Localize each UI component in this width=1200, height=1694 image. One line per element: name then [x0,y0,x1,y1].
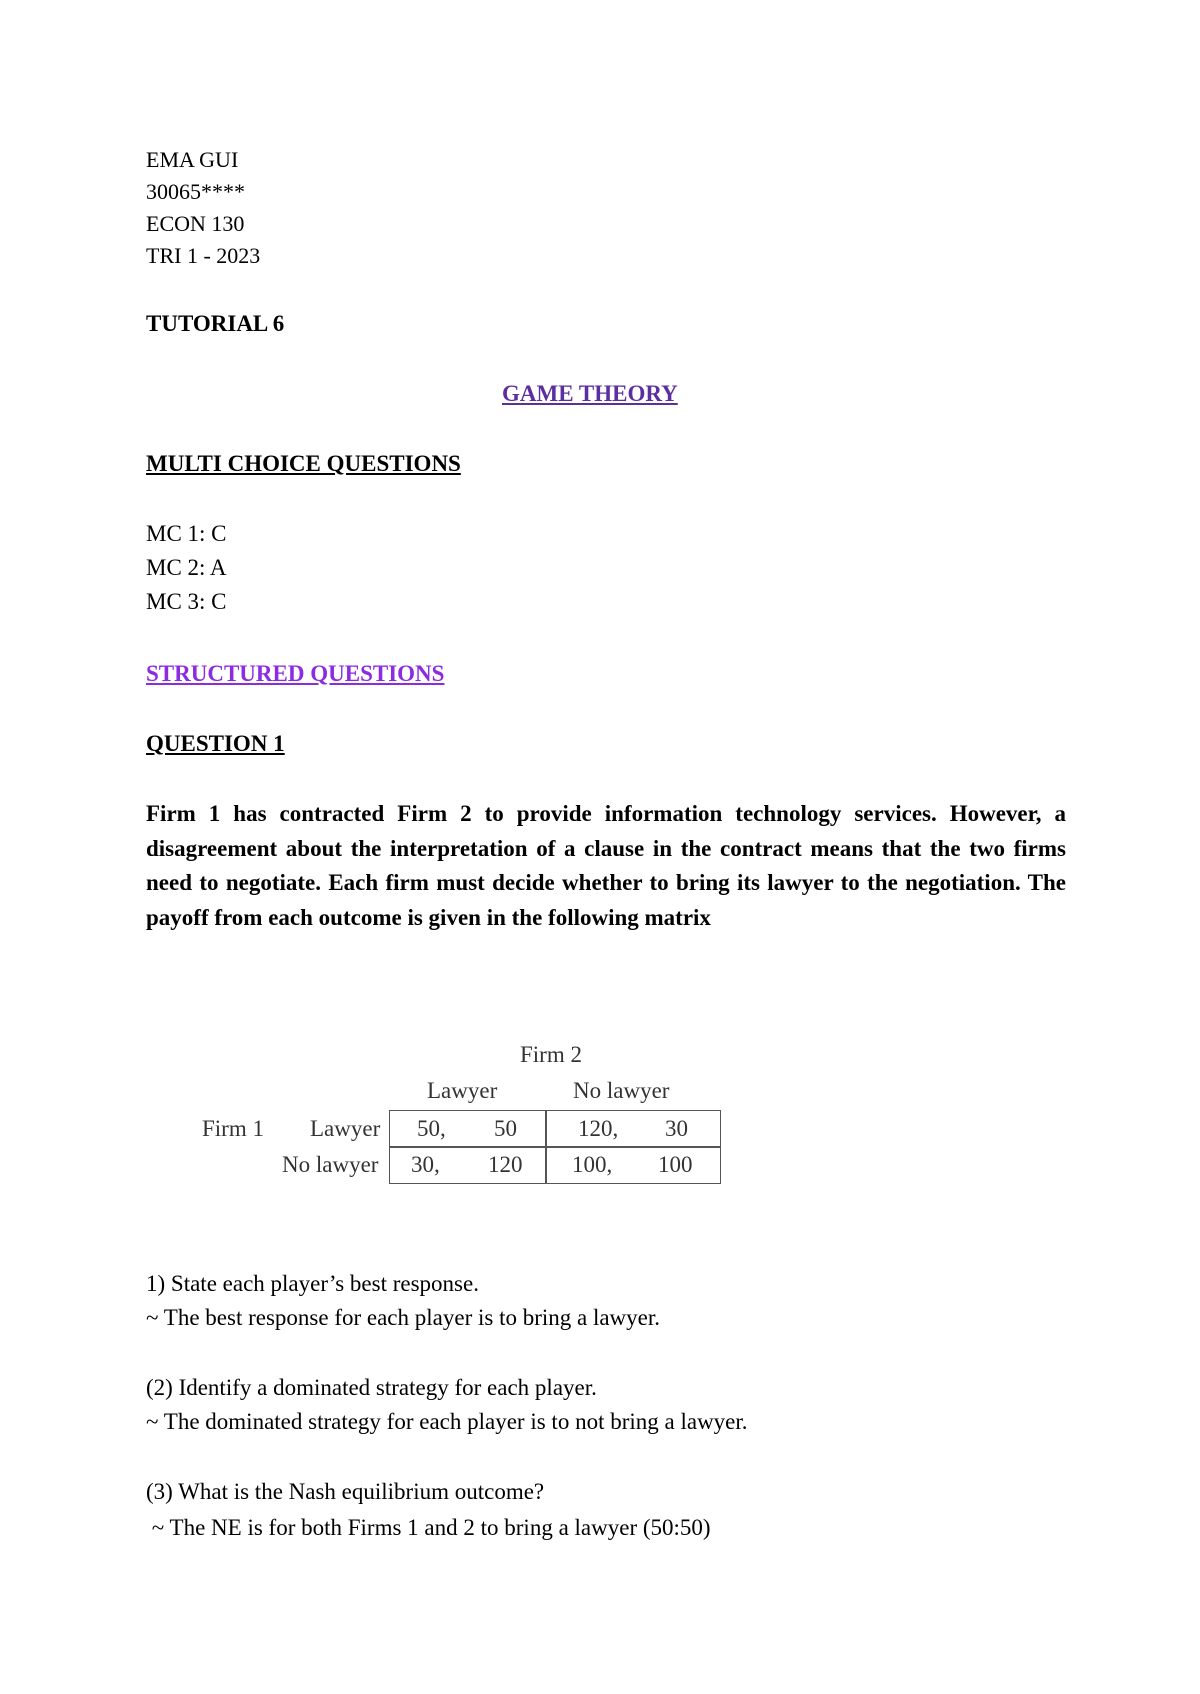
topic-title: GAME THEORY [502,381,678,406]
sub-answer: ~ The dominated strategy for each player is to not bring a lawyer. [146,1409,748,1434]
payoff-firm1: 100, [572,1152,613,1177]
tutorial-title: TUTORIAL 6 [146,311,285,336]
payoff-firm2: 120 [488,1152,523,1177]
structured-heading: STRUCTURED QUESTIONS [146,661,445,686]
row-player-label: Firm 1 [202,1116,264,1141]
matrix-cell [389,1110,547,1148]
mc-answer: MC 1: C [146,521,227,546]
student-name: EMA GUI [146,147,239,172]
question1-prompt: Firm 1 has contracted Firm 2 to provide information technology services. However, a disagreement about the interpretation of a clause in the contract means that the two firms need to negotiate. Each firm must decide whether to bring its lawyer to the negotiation. The payoff from each outcome is given in the following matrix [146,801,1066,930]
course-code: ECON 130 [146,211,245,236]
sub-answer: ~ The NE is for both Firms 1 and 2 to bring a lawyer (50:50) [146,1515,711,1540]
student-id: 30065**** [146,179,245,204]
payoff-firm2: 50 [494,1116,517,1141]
mc-answer: MC 3: C [146,589,227,614]
col-strategy-label: Lawyer [427,1078,498,1103]
col-strategy-label: No lawyer [573,1078,670,1103]
payoff-firm2: 30 [665,1116,688,1141]
sub-question: (2) Identify a dominated strategy for each player. [146,1375,597,1400]
mc-heading: MULTI CHOICE QUESTIONS [146,451,461,476]
matrix-cell [545,1110,721,1148]
mc-answer: MC 2: A [146,555,227,580]
term: TRI 1 - 2023 [146,243,261,268]
sub-question: (3) What is the Nash equilibrium outcome? [146,1479,545,1504]
payoff-firm1: 120, [578,1116,619,1141]
payoff-firm1: 50, [417,1116,446,1141]
payoff-firm1: 30, [411,1152,440,1177]
row-strategy-label: Lawyer [310,1116,381,1141]
sub-question: 1) State each player’s best response. [146,1271,479,1296]
payoff-firm2: 100 [658,1152,693,1177]
question1-heading: QUESTION 1 [146,731,285,756]
sub-answer: ~ The best response for each player is to bring a lawyer. [146,1305,661,1330]
col-player-label: Firm 2 [520,1042,582,1067]
row-strategy-label: No lawyer [282,1152,379,1177]
